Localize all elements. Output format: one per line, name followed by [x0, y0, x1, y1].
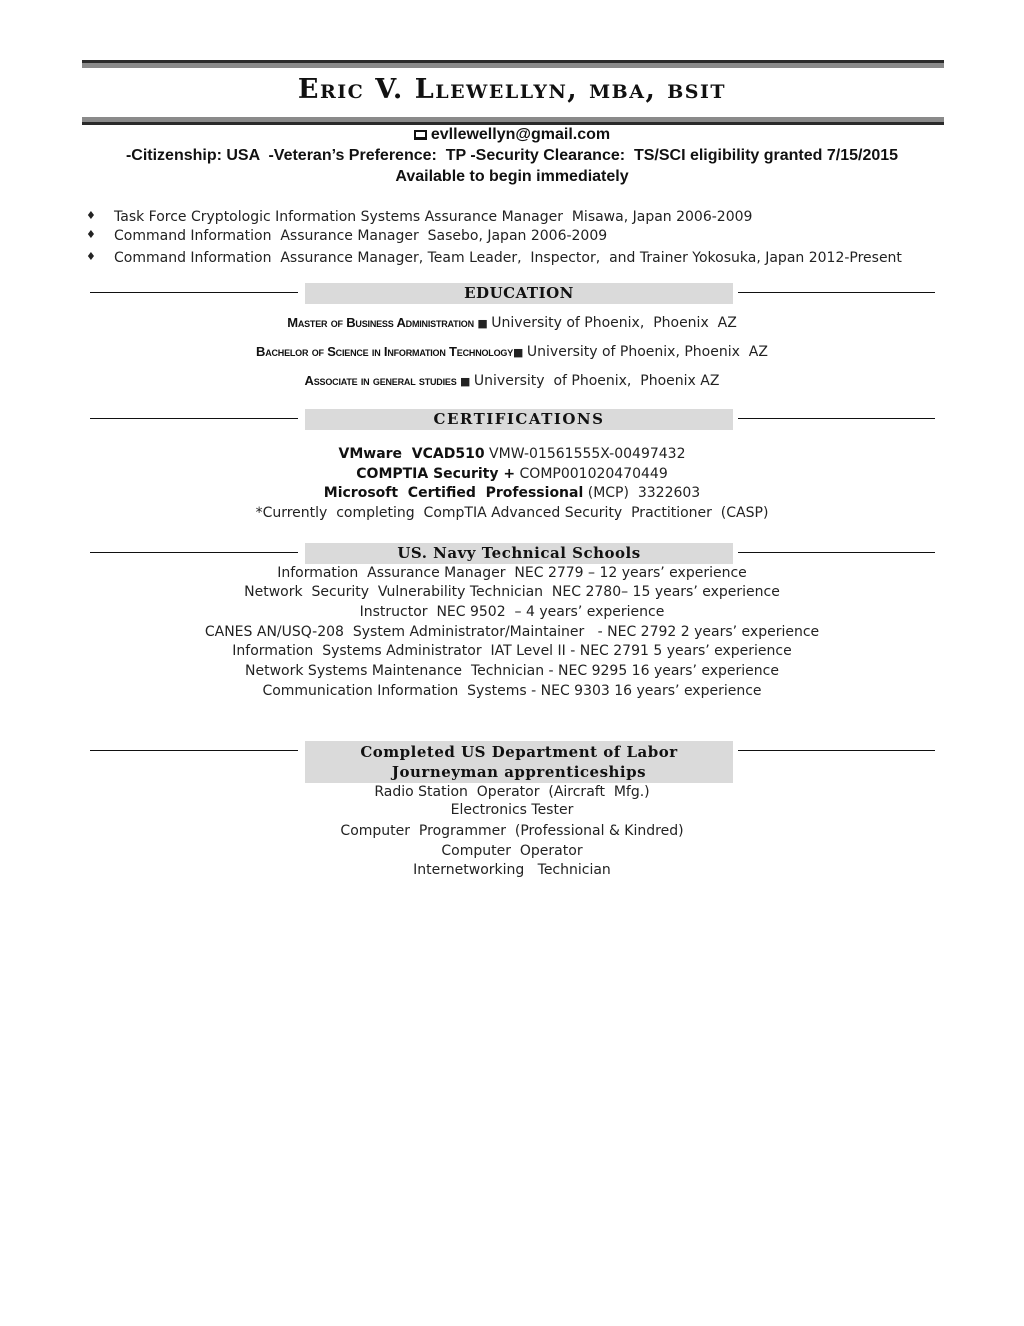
- navy-school-item: Information Systems Administrator IAT Level II - NEC 2791 5 years’ experience: [232, 643, 792, 659]
- certification-item: [0, 446, 1024, 462]
- divider-left: [90, 552, 298, 553]
- education-section-header: [0, 283, 1024, 305]
- certification-item: [0, 466, 1024, 482]
- apprenticeships-section-header: [0, 741, 1024, 783]
- divider-left: [90, 418, 298, 419]
- certification-note: *Currently completing CompTIA Advanced Security Practitioner (CASP): [255, 505, 769, 521]
- school-name: University of Phoenix, Phoenix AZ: [473, 373, 720, 389]
- navy-school-item: Network Security Vulnerability Technician NEC 2780– 15 years’ experience: [244, 584, 780, 600]
- divider-left: [90, 750, 298, 751]
- apprenticeship-item: Computer Programmer (Professional & Kindred): [340, 823, 684, 839]
- divider-right: [738, 292, 935, 293]
- apprenticeship-item: Electronics Tester: [450, 802, 574, 818]
- divider-left: [90, 292, 298, 293]
- divider-right: [738, 750, 935, 751]
- diamond-bullet-icon: ♦: [86, 228, 96, 241]
- square-separator-icon: ■: [513, 346, 527, 359]
- education-heading: EDUCATION: [305, 283, 733, 304]
- apprenticeship-item: Computer Operator: [441, 843, 583, 859]
- experience-item: ♦ Command Information Assurance Manager, Team Leader, Inspector, and Trainer Yokosuka, Japan 2012-Present: [86, 250, 902, 266]
- certification-detail: VMW-01561555X-00497432: [489, 446, 686, 462]
- apprenticeships-heading-line1: Completed US Department of Labor: [360, 743, 678, 761]
- certifications-heading: CERTIFICATIONS: [305, 409, 733, 430]
- certification-name: Microsoft Certified Professional: [323, 485, 584, 501]
- degree-name: Bachelor of Science in Information Technology: [256, 344, 514, 359]
- education-item: [0, 373, 1024, 389]
- degree-name: Associate in general studies: [304, 373, 457, 388]
- certification-detail: COMP001020470449: [519, 466, 668, 482]
- diamond-bullet-icon: ♦: [86, 250, 96, 263]
- candidate-name: Eric V. Llewellyn, mba, bsit: [297, 74, 727, 105]
- degree-name: Master of Business Administration: [287, 315, 474, 330]
- navy-school-item: Communication Information Systems - NEC 9303 16 years’ experience: [262, 683, 762, 699]
- certification-item: [0, 485, 1024, 501]
- navy-school-item: Network Systems Maintenance Technician - NEC 9295 16 years’ experience: [245, 663, 779, 679]
- header-bottom-rule: [82, 117, 944, 125]
- apprenticeships-heading: [305, 741, 733, 783]
- experience-item: ♦ Task Force Cryptologic Information Systems Assurance Manager Misawa, Japan 2006-2009: [86, 209, 753, 225]
- apprenticeship-item: Internetworking Technician: [413, 862, 611, 878]
- experience-item: ♦ Command Information Assurance Manager Sasebo, Japan 2006-2009: [86, 228, 608, 244]
- certification-name: COMPTIA Security +: [356, 466, 516, 482]
- certification-detail: (MCP) 3322603: [587, 485, 701, 501]
- navy-school-item: Information Assurance Manager NEC 2779 – 12 years’ experience: [277, 565, 747, 581]
- divider-right: [738, 552, 935, 553]
- apprenticeships-heading-line2: Journeyman apprenticeships: [391, 763, 647, 781]
- experience-list: [86, 209, 966, 269]
- diamond-bullet-icon: ♦: [86, 209, 96, 222]
- apprenticeship-item: Radio Station Operator (Aircraft Mfg.): [374, 784, 650, 800]
- school-name: University of Phoenix, Phoenix AZ: [526, 344, 768, 360]
- square-separator-icon: ■: [473, 317, 492, 330]
- navy-schools-section-header: [0, 543, 1024, 565]
- education-item: [0, 344, 1024, 360]
- navy-school-item: Instructor NEC 9502 – 4 years’ experience: [359, 604, 665, 620]
- status-line: -Citizenship: USA -Veteran’s Preference: TP -Security Clearance: TS/SCI eligibility granted 7/15/2015: [125, 147, 899, 164]
- header-top-rule: [82, 60, 944, 68]
- email-address[interactable]: evllewellyn@gmail.com: [430, 126, 611, 143]
- square-separator-icon: ■: [456, 375, 474, 388]
- navy-school-item: CANES AN/USQ-208 System Administrator/Maintainer - NEC 2792 2 years’ experience: [204, 624, 820, 640]
- school-name: University of Phoenix, Phoenix AZ: [491, 315, 737, 331]
- laptop-icon: [414, 130, 427, 140]
- divider-right: [738, 418, 935, 419]
- education-item: [0, 315, 1024, 331]
- certification-name: VMware VCAD510: [338, 446, 485, 462]
- navy-schools-heading: US. Navy Technical Schools: [305, 543, 733, 564]
- availability-line: Available to begin immediately: [395, 168, 629, 185]
- contact-email-line: [0, 126, 1024, 144]
- certifications-section-header: [0, 409, 1024, 431]
